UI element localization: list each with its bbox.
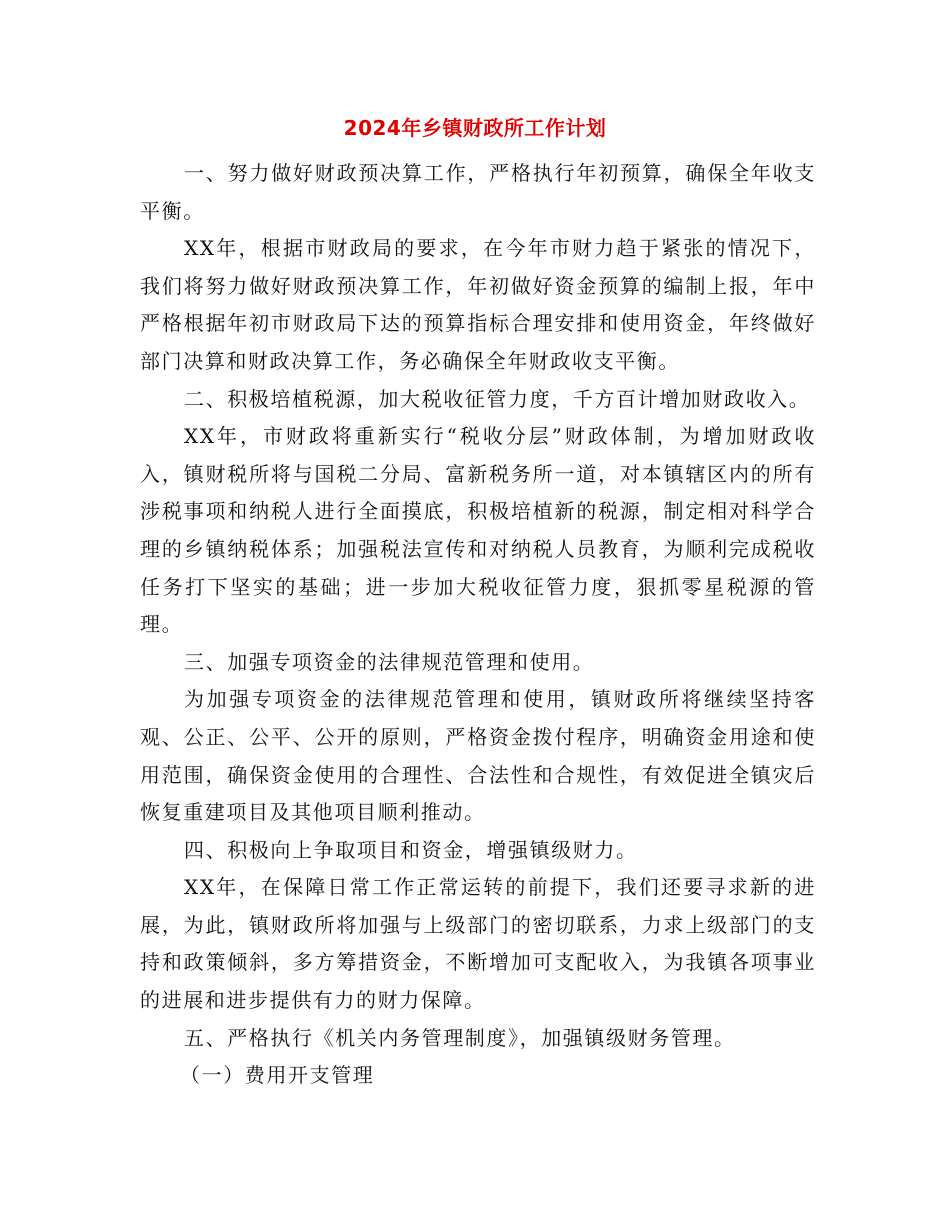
section-heading-5: 五、严格执行《机关内务管理制度》，加强镇级财务管理。 [184, 1025, 736, 1050]
section-heading-1: 一、努力做好财政预决算工作，严格执行年初预算，确保全年收支平衡。 [140, 161, 816, 223]
section-heading-4: 四、积极向上争取项目和资金，增强镇级财力。 [184, 837, 638, 862]
body-paragraph-2: XX年，市财政将重新实行“税收分层”财政体制，为增加财政收入，镇财税所将与国税二分局、富新税务所一道，对本镇辖区内的所有涉税事项和纳税人进行全面摸底，积极培植新的税源，制定相对科学合理的乡镇纳税体系；加强税法宣传和对纳税人员教育，为顺利完成税收任务打下坚实的基础；进一步加大税收征管力度，狠抓零星税源的管理。 [140, 424, 816, 637]
section-heading-2: 二、积极培植税源，加大税收征管力度，千方百计增加财政收入。 [184, 386, 811, 411]
section-heading-3: 三、加强专项资金的法律规范管理和使用。 [184, 649, 595, 674]
document-title: 2024年乡镇财政所工作计划 [343, 116, 607, 140]
body-paragraph-3: 为加强专项资金的法律规范管理和使用，镇财政所将继续坚持客观、公正、公平、公开的原则，严格资金拨付程序，明确资金用途和使用范围，确保资金使用的合理性、合法性和合规性，有效促进全镇灾后恢复重建项目及其他项目顺利推动。 [140, 687, 816, 825]
document-body [140, 155, 816, 1095]
body-paragraph-4: XX年，在保障日常工作正常运转的前提下，我们还要寻求新的进展，为此，镇财政所将加强与上级部门的密切联系，力求上级部门的支持和政策倾斜，多方筹措资金，不断增加可支配收入，为我镇各项事业的进展和进步提供有力的财力保障。 [140, 875, 816, 1013]
subsection-heading-1: （一）费用开支管理 [180, 1063, 375, 1088]
body-paragraph-1: XX年，根据市财政局的要求，在今年市财力趋于紧张的情况下，我们将努力做好财政预决算工作，年初做好资金预算的编制上报，年中严格根据年初市财政局下达的预算指标合理安排和使用资金，年终做好部门决算和财政决算工作，务必确保全年财政收支平衡。 [140, 236, 816, 373]
